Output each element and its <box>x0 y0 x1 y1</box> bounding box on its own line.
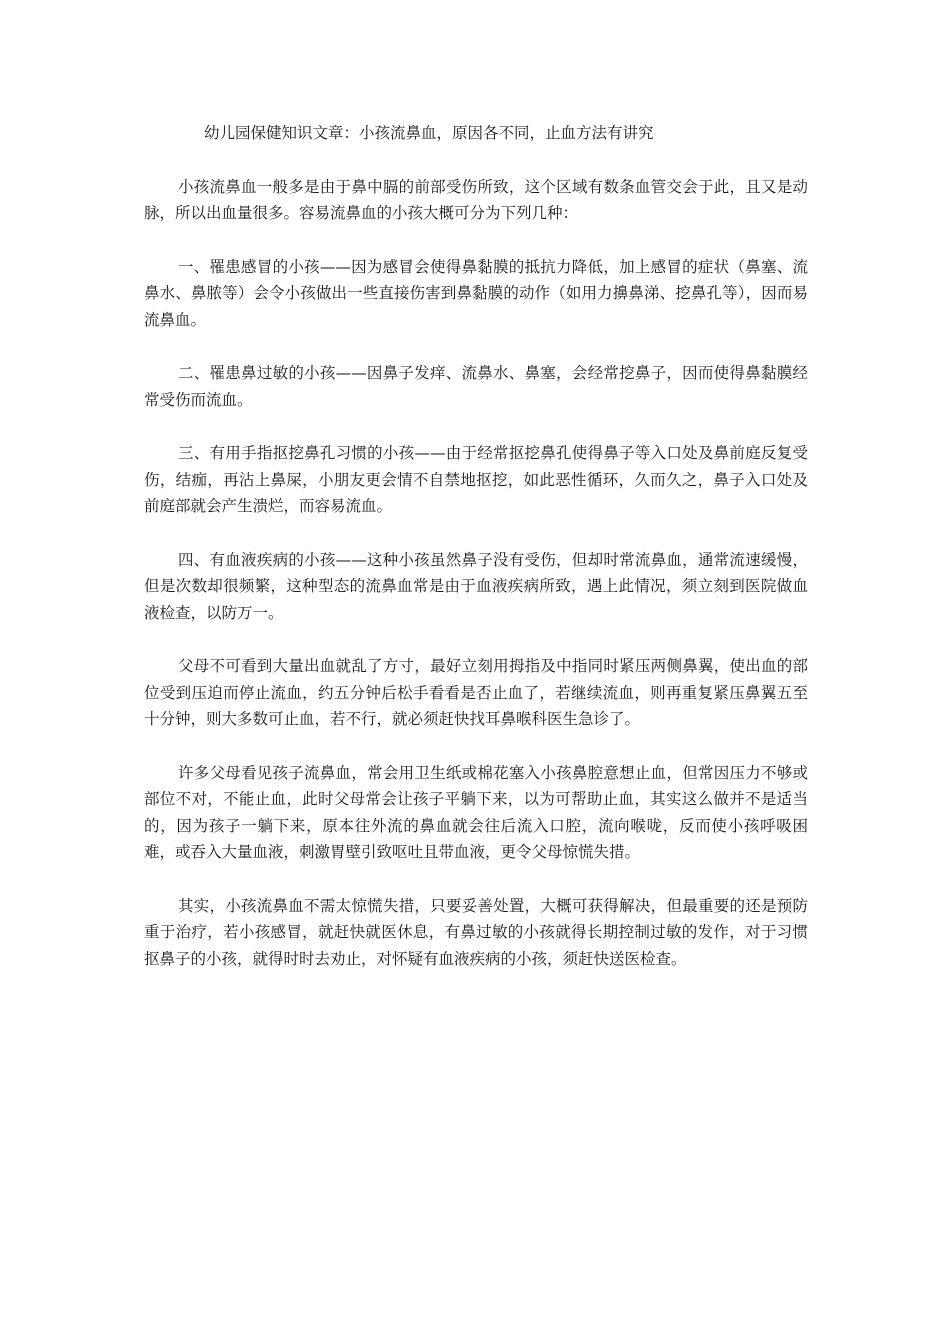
paragraph-blood-disease: 四、有血液疾病的小孩——这种小孩虽然鼻子没有受伤，但却时常流鼻血，通常流速缓慢，但是次数却很频繁，这种型态的流鼻血常是由于血液疾病所致，遇上此情况，须立刻到医院做血液检查，以防万一。 <box>144 550 808 622</box>
document-page <box>144 120 808 999</box>
paragraph-allergy: 二、罹患鼻过敏的小孩——因鼻子发痒、流鼻水、鼻塞，会经常挖鼻子，因而使得鼻黏膜经常受伤而流血。 <box>144 364 808 409</box>
paragraph-cold: 一、罹患感冒的小孩——因为感冒会使得鼻黏膜的抵抗力降低，加上感冒的症状（鼻塞、流鼻水、鼻脓等）会令小孩做出一些直接伤害到鼻黏膜的动作（如用力擤鼻涕、挖鼻孔等），因而易流鼻血。 <box>144 257 808 329</box>
paragraph-conclusion: 其实，小孩流鼻血不需太惊慌失措，只要妥善处置，大概可获得解决，但最重要的还是预防重于治疗，若小孩感冒，就赶快就医休息，有鼻过敏的小孩就得长期控制过敏的发作，对于习惯抠鼻子的小孩，就得时时去劝止，对怀疑有血液疾病的小孩，须赶快送医检查。 <box>144 896 808 968</box>
paragraph-common-mistakes: 许多父母看见孩子流鼻血，常会用卫生纸或棉花塞入小孩鼻腔意想止血，但常因压力不够或部位不对，不能止血，此时父母常会让孩子平躺下来，以为可帮助止血，其实这么做并不是适当的，因为孩子一躺下来，原本往外流的鼻血就会往后流入口腔，流向喉咙，反而使小孩呼吸困难，或吞入大量血液，刺激胃壁引致呕吐且带血液，更令父母惊慌失措。 <box>144 763 808 861</box>
paragraph-intro: 小孩流鼻血一般多是由于鼻中膈的前部受伤所致，这个区域有数条血管交会于此，且又是动脉，所以出血量很多。容易流鼻血的小孩大概可分为下列几种： <box>144 177 808 222</box>
paragraph-nose-picking: 三、有用手指抠挖鼻孔习惯的小孩——由于经常抠挖鼻孔使得鼻子等入口处及鼻前庭反复受伤，结痂，再沾上鼻屎，小朋友更会情不自禁地抠挖，如此恶性循环，久而久之，鼻子入口处及前庭部就会产生溃烂，而容易流血。 <box>144 444 808 515</box>
document-title: 幼儿园保健知识文章：小孩流鼻血，原因各不同，止血方法有讲究 <box>204 124 654 142</box>
paragraph-first-aid: 父母不可看到大量出血就乱了方寸，最好立刻用拇指及中指同时紧压两侧鼻翼，使出血的部位受到压迫而停止流血，约五分钟后松手看看是否止血了，若继续流血，则再重复紧压鼻翼五至十分钟，则大多数可止血，若不行，就必须赶快找耳鼻喉科医生急诊了。 <box>144 657 808 728</box>
